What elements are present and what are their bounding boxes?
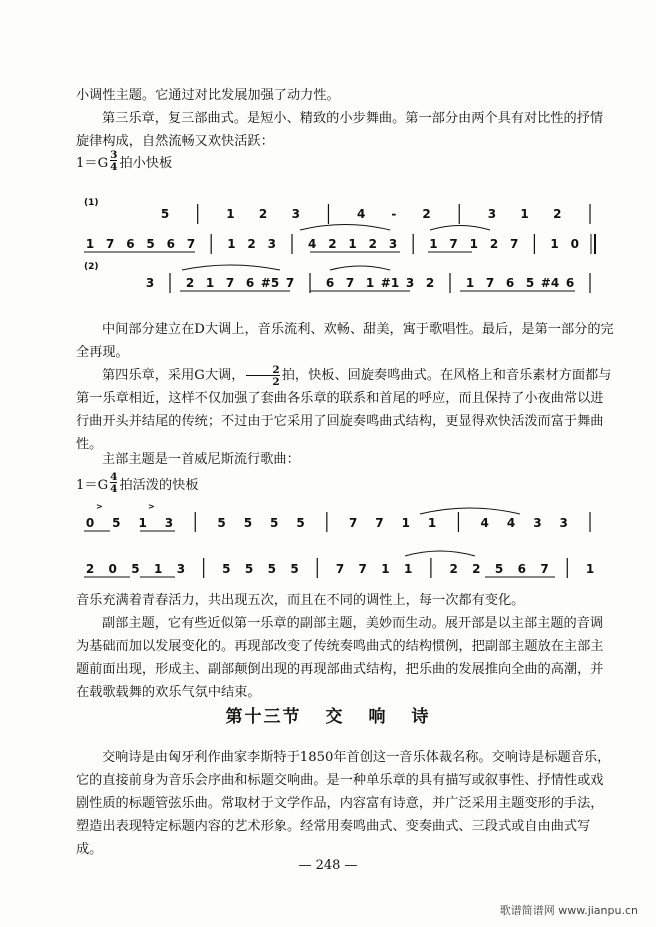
note: 1: [429, 237, 438, 251]
note: 1: [381, 562, 390, 576]
note: 3: [388, 237, 398, 251]
section-heading: 第十三节 交 响 诗: [225, 707, 431, 727]
note: 1: [469, 237, 478, 251]
note: 6: [166, 237, 175, 251]
note: 5: [217, 516, 226, 530]
note: 7: [348, 516, 358, 530]
note: 3: [164, 516, 174, 530]
note: 2: [247, 237, 256, 251]
time-signature-2-2: $\frac{2}{2}$: [246, 365, 279, 387]
note: 2: [368, 237, 377, 251]
note: 1: [520, 207, 529, 221]
time-signature: $\frac{3}{4}$: [110, 149, 118, 173]
note: 7: [449, 237, 458, 251]
note: 1: [365, 276, 375, 290]
note: 7: [225, 276, 235, 290]
note: 6: [245, 276, 255, 290]
note: #4: [540, 276, 560, 290]
note: 7: [106, 237, 115, 251]
note: 7: [540, 562, 549, 576]
note: 5: [243, 516, 253, 530]
note: 3: [533, 516, 542, 530]
note: 1: [465, 276, 475, 290]
key-prefix: 1＝G: [76, 155, 109, 171]
svg-text:>: >: [96, 502, 103, 511]
paragraph-third-movement: 第三乐章，复三部曲式。是短小、精致的小步舞曲。第一部分由两个具有对比性的抒情旋律构成，自然流畅又欢快活跃：: [76, 111, 604, 149]
score-excerpt-1: [0, 190, 656, 305]
note: 5: [267, 562, 276, 576]
tempo-marking: 拍活泼的快板: [119, 477, 199, 493]
note: 7: [485, 276, 495, 290]
score-label-2: (2): [84, 262, 99, 272]
note: -: [391, 207, 397, 221]
paragraph-youthful: 音乐充满着青春活力，共出现五次，而且在不同的调性上，每一次都有变化。: [76, 593, 525, 608]
note: 6: [517, 562, 526, 576]
page-number: — 248 —: [298, 858, 358, 873]
note: 7: [510, 237, 519, 251]
note: 3: [405, 276, 415, 290]
note: 5: [244, 562, 254, 576]
note: 1: [348, 237, 357, 251]
note: 2: [425, 276, 435, 290]
note: 6: [126, 237, 135, 251]
note: 6: [505, 276, 515, 290]
note: 1: [227, 237, 236, 251]
note: 1: [138, 516, 147, 530]
note: 6: [325, 276, 335, 290]
note: 7: [186, 237, 196, 251]
note: 2: [449, 562, 458, 576]
note: 1: [585, 562, 595, 576]
paragraph-main-theme: 主部主题是一首威尼斯流行歌曲：: [102, 452, 300, 467]
note: 2: [258, 207, 268, 221]
note: 5: [494, 562, 504, 576]
note: 2: [328, 237, 337, 251]
note: 5: [222, 562, 231, 576]
note: 1: [550, 237, 559, 251]
note: 5: [146, 237, 155, 251]
note: 2: [185, 276, 195, 290]
note: 0: [85, 516, 95, 530]
watermark: 歌谱简谱网 www.jianpu.cn: [499, 904, 638, 917]
note: 0: [570, 237, 579, 251]
paragraph-secondary-theme: 副部主题，它有些近似第一乐章的副部主题，美妙而生动。展开部是以主部主题的音调为基础而加以发展变化的。再现部改变了传统奏鸣曲式的结构惯例，把副部主题放在主部主题前面出现，形成主、副部颠倒出现的再现部曲式结构，把乐曲的发展推向全曲的高潮，并在载歌载舞的欢乐气氛中结束。: [76, 616, 604, 700]
note: #5: [260, 276, 280, 290]
note: 1: [401, 516, 410, 530]
note: 1: [154, 562, 163, 576]
note: 2: [422, 207, 431, 221]
paragraph-fourth-movement: 第四乐章，采用G大调， $\frac{2}{2}$ 拍，快板、回旋奏鸣曲式。在风格上和音乐素材方面都与第一乐章相近，这样不仅加强了套曲各乐章的联系和首尾的呼应，而且保持了小夜曲常以进行曲开头并结尾的传统；不过由于它采用了回旋奏鸣曲式结构，更显得欢快活泼而富于舞曲性。: [76, 363, 612, 452]
score-excerpt-2: [0, 500, 656, 585]
note: 7: [335, 562, 345, 576]
paragraph-minor-theme: 小调性主题。它通过对比发展加强了动力性。: [76, 88, 340, 103]
note: 2: [85, 562, 95, 576]
note: 7: [375, 516, 384, 530]
note: #1: [380, 276, 400, 290]
note: 4: [356, 207, 366, 221]
note: 1: [85, 237, 95, 251]
note: 2: [553, 207, 562, 221]
tempo-marking: 拍小快板: [119, 155, 173, 171]
note: 7: [285, 276, 295, 290]
note: 3: [176, 562, 186, 576]
note: 1: [226, 207, 235, 221]
note: 1: [427, 516, 437, 530]
note: 5: [160, 207, 170, 221]
key-signature-2: [76, 472, 199, 494]
note: 2: [472, 562, 481, 576]
note: 4: [506, 516, 516, 530]
note: 1: [404, 562, 413, 576]
paragraph-middle-section: 中间部分建立在D大调上，音乐流利、欢畅、甜美，寓于歌唱性。最后，是第一部分的完全再现。: [76, 322, 614, 360]
svg-text:>: >: [148, 502, 155, 511]
note: 3: [145, 276, 155, 290]
note: 5: [290, 562, 299, 576]
note: 7: [345, 276, 355, 290]
note: 5: [270, 516, 279, 530]
note: 5: [525, 276, 535, 290]
note: 7: [358, 562, 367, 576]
note: 3: [267, 237, 276, 251]
note: 4: [308, 237, 317, 251]
note: 5: [131, 562, 140, 576]
key-prefix: 1＝G: [76, 477, 109, 493]
note: 4: [480, 516, 489, 530]
note: 3: [559, 516, 568, 530]
note: 3: [291, 207, 300, 221]
note: 2: [489, 237, 499, 251]
score-label-1: (1): [84, 198, 99, 208]
paragraph-symphonic-poem: 交响诗是由匈牙利作曲家李斯特于1850年首创这一音乐体裁名称。交响诗是标题音乐，它的直接前身为音乐会序曲和标题交响曲。是一种单乐章的具有描写或叙事性、抒情性或戏剧性质的标题管弦乐曲。常取材于文学作品，内容富有诗意，并广泛采用主题变形的手法，塑造出表现特定标题内容的艺术形象。经常用奏鸣曲式、变奏曲式、三段式或自由曲式写成。: [76, 750, 611, 857]
note: 1: [205, 276, 215, 290]
key-signature-1: [76, 150, 172, 172]
note: 6: [565, 276, 575, 290]
time-signature: $\frac{4}{4}$: [110, 471, 118, 495]
note: 5: [296, 516, 305, 530]
note: 0: [108, 562, 117, 576]
note: 3: [487, 207, 497, 221]
note: 5: [112, 516, 121, 530]
